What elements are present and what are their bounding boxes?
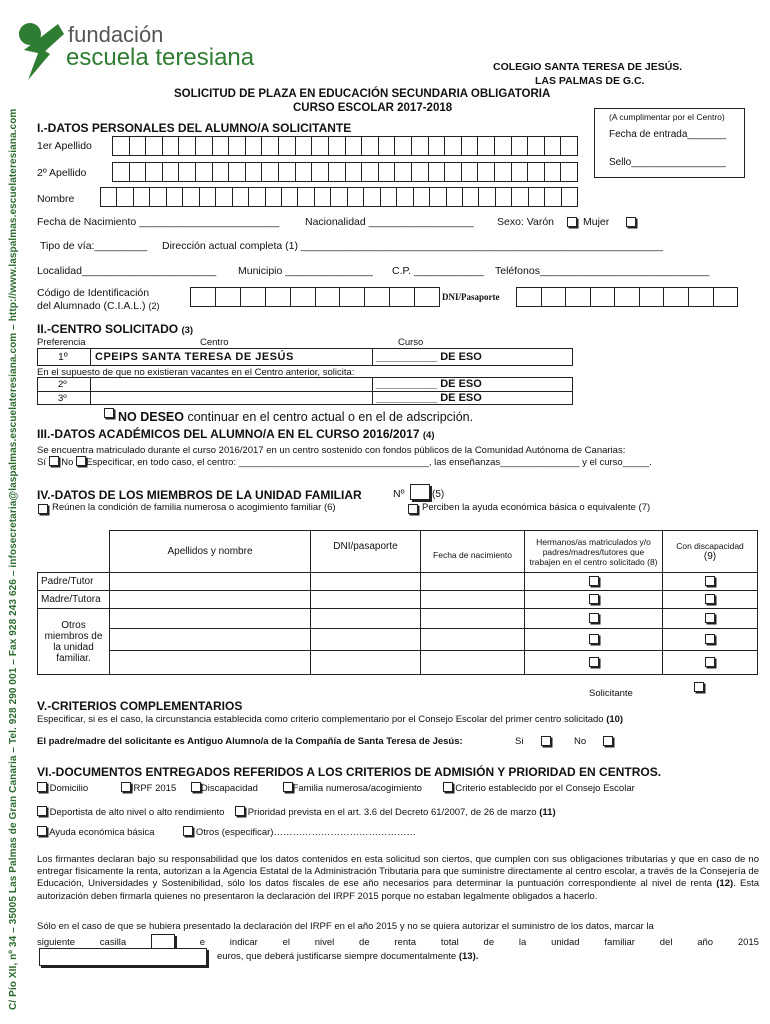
cell [663, 651, 758, 675]
dni-label: DNI/Pasaporte [442, 292, 500, 302]
cell[interactable] [110, 651, 311, 675]
enrolled-center-field[interactable]: Especificar, en todo caso, el centro: ____________________________________, las enseñanzas_______________ y el curso_____. [86, 457, 652, 468]
pref-2: 2º [58, 379, 67, 390]
siblings-checkbox[interactable] [589, 613, 599, 623]
irpf-word: unidad [551, 936, 580, 948]
enrolled-yes-checkbox[interactable] [49, 456, 59, 466]
cell[interactable] [110, 629, 311, 651]
irpf-word: familiar [604, 936, 635, 948]
cell[interactable] [110, 609, 311, 629]
nombre-label: Nombre [37, 193, 75, 205]
doc-row-1 [37, 782, 635, 794]
large-family-label: Reúnen la condición de familia numerosa o acogimiento familiar (6) [52, 502, 336, 513]
basic-aid-checkbox[interactable] [37, 826, 47, 836]
irpf-paragraph-1: Sólo en el caso de que se hubiera presentado la declaración del IRPF en el año 2015 y no se quiera autorizar el suministro de los datos, marcar la [37, 921, 654, 932]
section3-note: (4) [422, 430, 435, 441]
section2-title-text: II.-CENTRO SOLICITADO [37, 322, 179, 336]
school-city: LAS PALMAS DE G.C. [535, 75, 645, 87]
section3-title-text: III.-DATOS ACADÉMICOS DEL ALUMNO/A EN EL CURSO 2016/2017 [37, 427, 420, 441]
irpf-word: siguiente [37, 936, 76, 948]
cial-label-2-text: del Alumnado (C.I.A.L.) [37, 300, 146, 312]
stamp-field[interactable]: Sello_________________ [609, 157, 726, 168]
cell[interactable] [311, 629, 421, 651]
irpf-paragraph-3 [217, 951, 478, 962]
course-2[interactable]: __________ DE ESO [376, 378, 482, 390]
cell [663, 573, 758, 591]
header-empty [38, 531, 110, 573]
siblings-checkbox[interactable] [589, 634, 599, 644]
birthdate-field[interactable]: Fecha de Nacimiento ________________________ [37, 216, 280, 228]
header-name: Apellidos y nombre [110, 531, 311, 573]
irpf-word: casilla [99, 936, 127, 948]
header-birthdate: Fecha de nacimiento [421, 531, 525, 573]
no-deseo-rest: continuar en el centro actual o en el de adscripción. [184, 410, 474, 424]
center-rows-alt [37, 377, 573, 405]
logo-line1: fundación [68, 22, 164, 47]
cell[interactable] [311, 651, 421, 675]
cell[interactable] [311, 591, 421, 609]
irpf-word: de [483, 936, 495, 948]
criteria-desc-note: (10) [606, 714, 624, 725]
course-header: Curso [398, 337, 424, 348]
table-row [38, 609, 758, 629]
enrolled-answer [37, 456, 652, 468]
cell[interactable] [421, 629, 525, 651]
center-use-box [594, 108, 745, 178]
irpf-word: 2015 [737, 936, 759, 948]
row-label-father: Padre/Tutor [38, 573, 110, 591]
athlete-label: Deportista de alto nivel o alto rendimiento [49, 807, 225, 818]
legal-declaration [37, 854, 759, 903]
cell[interactable] [421, 573, 525, 591]
irpf-checkbox[interactable] [121, 782, 131, 792]
legal-text: Los firmantes declaran bajo su responsabilidad que los datos contenidos en esta solicitud son ciertos, que cumplen con sus obligaciones tributarias y que en caso de no entregar físicamente la renta, autorizan a la Agencia Estatal de la Administración Tributaria para que suministre directamente al centro escolar, a través de la Consejería de Educación, Universidades y Sostenibilidad, sólo los datos fiscales de ese año necesarios para determinar la puntuación correspondiente al nivel de renta [37, 854, 759, 890]
no-deseo-bold: NO DESEO [118, 410, 184, 424]
irpf-word: año [697, 936, 714, 948]
apellido1-label: 1er Apellido [37, 140, 92, 152]
pref-3: 3º [58, 393, 67, 404]
alumni-no-checkbox[interactable] [603, 736, 613, 746]
road-type-field[interactable]: Tipo de vía:_________ [40, 240, 148, 252]
section3-title [37, 427, 435, 441]
section2-note: (3) [181, 325, 194, 336]
doc-row-2 [37, 806, 556, 818]
cell[interactable] [311, 573, 421, 591]
cell [525, 609, 663, 629]
applicant-disability-checkbox[interactable] [694, 682, 704, 692]
enrolled-no-checkbox[interactable] [76, 456, 86, 466]
form-title: SOLICITUD DE PLAZA EN EDUCACIÓN SECUNDARIA OBLIGATORIA [174, 88, 551, 100]
dni-input[interactable] [516, 287, 738, 307]
cell [525, 629, 663, 651]
priority-note: (11) [539, 807, 556, 818]
table-row [38, 573, 758, 591]
side-contact-text: C/ Pío XII, nº 34 – 35005 Las Palmas de Gran Canaria – Tel. 928 290 001 – Fax 928 243 626 – infosecretaria@laspalmas.escuelateresiana.com – http://www.laspalmas.escuelateresiana.com [8, 108, 19, 1010]
course-title: CURSO ESCOLAR 2017-2018 [293, 102, 453, 114]
address-field[interactable]: Dirección actual completa (1) ______________________________________________________________ [162, 240, 663, 252]
section4-title: IV.-DATOS DE LOS MIEMBROS DE LA UNIDAD FAMILIAR [37, 488, 362, 502]
domicilio-checkbox[interactable] [37, 782, 47, 792]
legal-tail: . Esta autorización deben firmarla quienes no presentaron la declaración del IRPF 2015 porque no estaban legalmente obligados a hacerlo. [37, 878, 759, 902]
center-row-1 [37, 348, 573, 366]
members-note: (5) [432, 489, 445, 500]
cial-input[interactable] [190, 287, 440, 307]
center-use-caption: (A cumplimentar por el Centro) [609, 112, 725, 122]
cell [525, 591, 663, 609]
disability-checkbox[interactable] [705, 613, 715, 623]
cial-note: (2) [148, 301, 160, 311]
large-family-doc-checkbox[interactable] [283, 782, 293, 792]
disability-checkbox[interactable] [705, 634, 715, 644]
cell [525, 651, 663, 675]
pref-1: 1º [58, 351, 68, 363]
disability-checkbox[interactable] [705, 594, 715, 604]
irpf-note: (13). [458, 951, 479, 962]
course-3[interactable]: __________ DE ESO [376, 392, 482, 404]
section2-title [37, 322, 193, 336]
header-siblings: Hermanos/as matriculados y/o padres/madres/tutores que trabajen en el centro solicitado (8) [525, 531, 663, 573]
cell[interactable] [421, 651, 525, 675]
cell [525, 573, 663, 591]
cial-label-2 [37, 300, 159, 312]
legal-note: (12) [716, 878, 734, 890]
logo-icon [18, 20, 66, 82]
table-row [38, 591, 758, 609]
female-checkbox[interactable] [626, 217, 636, 227]
alumni-yes-checkbox[interactable] [541, 736, 551, 746]
irpf-word: nivel [314, 936, 335, 948]
center-header: Centro [200, 337, 229, 348]
postal-code-field[interactable]: C.P. ____________ [392, 265, 485, 277]
cell[interactable] [110, 591, 311, 609]
cell[interactable] [311, 609, 421, 629]
locality-field[interactable]: Localidad_______________________ [37, 265, 217, 277]
apellido2-input[interactable] [112, 162, 578, 182]
other-docs-field[interactable]: Otros (especificar)……………………………………… [195, 827, 416, 838]
irpf-label: IRPF 2015 [130, 783, 177, 794]
sex-label: Sexo: Varón [497, 216, 555, 228]
disability-checkbox[interactable] [705, 657, 715, 667]
nationality-field[interactable]: Nacionalidad __________________ [305, 216, 474, 228]
irpf-paragraph-3-text: euros, que deberá justificarse siempre documentalmente [217, 951, 457, 962]
municipality-field[interactable]: Municipio _______________ [238, 265, 373, 277]
large-family-checkbox[interactable] [38, 504, 48, 514]
disability-checkbox[interactable] [705, 576, 715, 586]
table-header [38, 531, 758, 573]
irpf-word: total [440, 936, 459, 948]
applicant-label: Solicitante [589, 688, 633, 699]
enrolled-no-label: No [61, 457, 74, 468]
cell[interactable] [421, 591, 525, 609]
income-level-input[interactable] [39, 948, 207, 966]
members-number-label: Nº [393, 488, 405, 500]
header-disability [663, 531, 758, 573]
section6-title: VI.-DOCUMENTOS ENTREGADOS REFERIDOS A LOS CRITERIOS DE ADMISIÓN Y PRIORIDAD EN CENTROS. [37, 765, 662, 779]
apellido2-label: 2º Apellido [37, 167, 87, 179]
table-row [38, 651, 758, 675]
disability-doc-label: Discapacidad [200, 783, 258, 794]
apellido1-input[interactable] [112, 136, 578, 156]
phones-field[interactable]: Teléfonos_____________________________ [495, 265, 710, 277]
nombre-input[interactable] [100, 187, 578, 207]
male-checkbox[interactable] [567, 217, 577, 227]
row-label-mother: Madre/Tutora [38, 591, 110, 609]
priority-checkbox[interactable] [235, 806, 245, 816]
enrolled-yes-label: Sí [37, 457, 46, 468]
siblings-checkbox[interactable] [589, 657, 599, 667]
doc-row-3 [37, 826, 416, 838]
athlete-checkbox[interactable] [37, 806, 47, 816]
course-1[interactable]: __________ DE ESO [376, 351, 482, 363]
other-docs-checkbox[interactable] [183, 826, 193, 836]
no-deseo-checkbox[interactable] [104, 408, 114, 418]
entry-date-field[interactable]: Fecha de entrada_______ [609, 129, 727, 140]
members-number-input[interactable] [410, 484, 430, 500]
alumni-question: El padre/madre del solicitante es Antiguo Alumno/a de la Compañía de Santa Teresa de Jesús: [37, 736, 463, 747]
siblings-checkbox[interactable] [589, 594, 599, 604]
cial-label-1: Código de Identificación [37, 287, 150, 299]
section5-title: V.-CRITERIOS COMPLEMENTARIOS [37, 699, 243, 713]
criteria-desc [37, 714, 623, 725]
irpf-word: el [282, 936, 290, 948]
header-disability-note: (9) [703, 551, 717, 562]
irpf-word: renta [394, 936, 417, 948]
row-label-others: Otros miembros de la unidad familiar. [38, 609, 110, 675]
logo-line2: escuela teresiana [66, 44, 255, 71]
cell[interactable] [110, 573, 311, 591]
center-1[interactable]: CPEIPS SANTA TERESA DE JESÚS [95, 351, 294, 363]
alumni-yes-label: Si [515, 736, 524, 747]
council-criteria-checkbox[interactable] [443, 782, 453, 792]
header-disability-text: Con discapacidad [676, 541, 744, 551]
irpf-word: de [359, 936, 370, 948]
section1-title: I.-DATOS PERSONALES DEL ALUMNO/A SOLICITANTE [37, 121, 352, 135]
irpf-word: del [659, 936, 673, 948]
disability-doc-checkbox[interactable] [191, 782, 201, 792]
table-row [38, 629, 758, 651]
cell [663, 629, 758, 651]
enrolled-question: Se encuentra matriculado durante el curso 2016/2017 en un centro sostenido con fondos públicos de la Comunidad Autónoma de Canarias: [37, 445, 626, 456]
basic-aid-label: Ayuda económica básica [49, 827, 155, 838]
economic-aid-label: Perciben la ayuda económica básica o equivalente (7) [422, 502, 651, 513]
logo [18, 20, 258, 86]
family-table [37, 530, 758, 675]
irpf-word: la [518, 936, 527, 948]
preference-header: Preferencia [37, 337, 86, 348]
header-dni: DNI/pasaporte [311, 531, 421, 573]
priority-label: Prioridad prevista en el art. 3.6 del Decreto 61/2007, de 26 de marzo [247, 807, 537, 818]
irpf-word: indicar [229, 936, 258, 948]
female-label: Mujer [583, 216, 610, 228]
cell [663, 609, 758, 629]
irpf-word: e [199, 936, 206, 948]
fallback-text: En el supuesto de que no existieran vacantes en el Centro anterior, solicita: [37, 367, 355, 378]
large-family-doc-label: Familia numerosa/acogimiento [292, 783, 422, 794]
alumni-no-label: No [574, 736, 587, 747]
siblings-checkbox[interactable] [589, 576, 599, 586]
domicilio-label: Domicilio [49, 783, 89, 794]
no-deseo-text [118, 410, 473, 424]
economic-aid-checkbox[interactable] [408, 504, 418, 514]
criteria-desc-text: Especificar, si es el caso, la circunstancia establecida como criterio complementario por el Consejo Escolar del primer centro solicitado [37, 714, 604, 725]
council-criteria-label: Criterio establecido por el Consejo Escolar [455, 783, 635, 794]
cell [663, 591, 758, 609]
school-name: COLEGIO SANTA TERESA DE JESÚS. [493, 61, 683, 73]
cell[interactable] [421, 609, 525, 629]
